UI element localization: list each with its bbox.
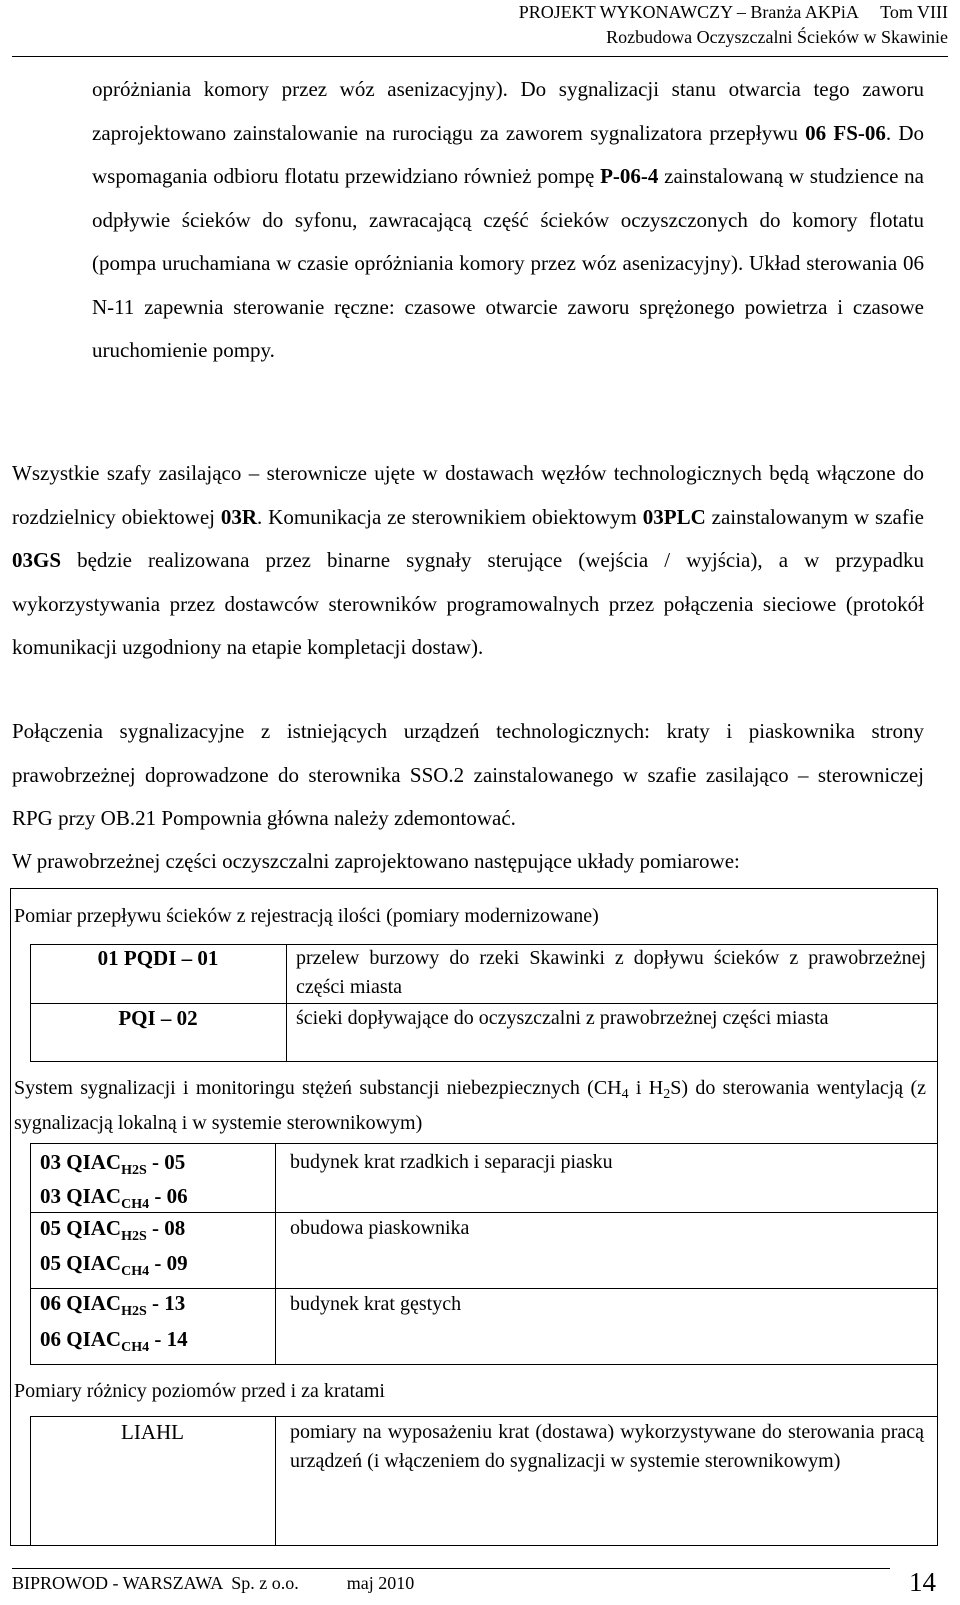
gas-title-sub-2: 2: [663, 1087, 671, 1102]
code-prefix: 06 QIAC: [40, 1327, 122, 1351]
para2-bold-1: 03R: [220, 504, 258, 529]
code-suffix: - 09: [149, 1251, 188, 1275]
paragraph-cabinets: [12, 452, 924, 670]
gas-column-divider: [275, 1143, 276, 1365]
header-subtitle: Rozbudowa Oczyszczalni Ścieków w Skawinie: [606, 27, 948, 47]
footer-date: maj 2010: [346, 1573, 415, 1593]
gas-code-03-06: [40, 1184, 188, 1213]
para2-text-4: będzie realizowana przez binarne sygnały sterujące (wejścia / wyjścia), a w przypadku wykorzystywania przez dostawców sterowników programowalnych przez połączenia sieciowe (protokół komunikacji uzgodniony na etapie kompletacji dostaw).: [12, 548, 924, 659]
gas-desc-1: budynek krat rzadkich i separacji piasku: [290, 1151, 613, 1173]
gas-code-05-08: [40, 1216, 185, 1245]
para2-bold-2: 03PLC: [642, 504, 706, 529]
intro-text-2: . Do wspomagania odbioru flotatu przewidziano również pompę: [92, 120, 925, 188]
code-subscript: H2S: [121, 1304, 147, 1319]
para2-bold-3: 03GS: [12, 548, 62, 572]
gas-code-06-14: [40, 1327, 188, 1356]
code-suffix: - 14: [149, 1327, 188, 1351]
intro-bold-2: P-06-4: [600, 164, 659, 188]
code-prefix: 06 QIAC: [40, 1291, 122, 1315]
gas-code-05-09: [40, 1251, 188, 1280]
code-suffix: - 06: [149, 1184, 188, 1208]
level-desc: pomiary na wyposażeniu krat (dostawa) wykorzystywane do sterowania pracą urządzeń (i włączeniem do sygnalizacji w systemie sterownikowym): [290, 1421, 924, 1472]
intro-bold-1: 06 FS-06: [805, 120, 886, 145]
code-subscript: CH4: [121, 1197, 150, 1212]
page-header: [248, 0, 948, 50]
section-flow-title: Pomiar przepływu ścieków z rejestracją ilości (pomiary modernizowane): [14, 905, 599, 927]
code-subscript: H2S: [121, 1163, 147, 1178]
paragraph-signals: Połączenia sygnalizacyjne z istniejących urządzeń technologicznych: kraty i piaskownika strony prawobrzeżnej doprowadzone do sterownika SSO.2 zainstalowanego w szafie zasilająco – sterowniczej RPG przy OB.21 Pompownia główna należy zdemontować.: [12, 719, 924, 830]
code-suffix: - 05: [146, 1150, 186, 1174]
intro-text-3: zainstalowaną w studzience na odpływie ścieków do syfonu, zawracającą część ścieków oczyszczonych do komory flotatu (pompa uruchamiana w czasie opróżniania komory przez wóz asenizacyjny). Układ sterowania 06 N-11 zapewnia sterowanie ręczne: czasowe otwarcie zaworu sprężonego powietrza i czasowe uruchomienie pompy.: [92, 164, 924, 362]
section-gas-title: [14, 1074, 926, 1138]
code-subscript: CH4: [121, 1340, 150, 1355]
gas-desc-2: obudowa piaskownika: [290, 1217, 470, 1239]
code-suffix: - 13: [146, 1291, 186, 1315]
code-subscript: CH4: [121, 1264, 150, 1279]
intro-paragraph: [92, 68, 924, 373]
page-footer: [12, 1572, 414, 1594]
code-prefix: 03 QIAC: [40, 1184, 122, 1208]
level-column-divider: [275, 1416, 276, 1546]
footer-rule: [12, 1568, 890, 1569]
paragraph-measurements-intro: W prawobrzeżnej części oczyszczalni zaprojektowano następujące układy pomiarowe:: [12, 849, 740, 873]
header-project: PROJEKT WYKONAWCZY – Branża AKPiA Tom VIII: [518, 2, 948, 22]
gas-title-text-1: System sygnalizacji i monitoringu stężeń substancji niebezpiecznych (CH: [14, 1077, 622, 1099]
gas-row-divider-2: [30, 1288, 938, 1289]
level-code: LIAHL: [121, 1420, 184, 1444]
gas-code-06-13: [40, 1291, 185, 1320]
para2-text-1: Wszystkie szafy zasilająco – sterownicze ujęte w dostawach węzłów technologicznych będą włączone do rozdzielnicy obiektowej: [12, 461, 924, 529]
gas-title-sub-1: 4: [621, 1087, 629, 1102]
code-prefix: 03 QIAC: [40, 1150, 122, 1174]
intro-text-1: opróżniania komory przez wóz asenizacyjny). Do sygnalizacji stanu otwarcia tego zaworu zaprojektowano zainstalowanie na rurociągu za zaworem sygnalizatora przepływu: [92, 77, 924, 145]
flow-desc-2: ścieki dopływające do oczyszczalni z prawobrzeżnej części miasta: [296, 1007, 829, 1029]
gas-title-text-3: S) do sterowania wentylacją (z sygnalizacją lokalną i w systemie sterownikowym): [14, 1077, 927, 1134]
gas-desc-3: budynek krat gęstych: [290, 1293, 462, 1315]
footer-company: BIPROWOD - WARSZAWA Sp. z o.o.: [12, 1573, 299, 1593]
section-level-title: Pomiary różnicy poziomów przed i za kratami: [14, 1380, 385, 1402]
code-suffix: - 08: [146, 1216, 186, 1240]
header-rule: [12, 56, 948, 57]
page-number: 14: [909, 1567, 936, 1597]
code-subscript: H2S: [121, 1229, 147, 1244]
flow-code-1: 01 PQDI – 01: [97, 946, 219, 970]
para2-text-2: . Komunikacja ze sterownikiem obiektowym: [257, 504, 643, 529]
flow-code-2: PQI – 02: [118, 1006, 198, 1030]
flow-desc-1: przelew burzowy do rzeki Skawinki z dopływu ścieków z prawobrzeżnej części miasta: [296, 947, 926, 998]
code-prefix: 05 QIAC: [40, 1216, 122, 1240]
code-prefix: 05 QIAC: [40, 1251, 122, 1275]
gas-title-text-2: i H: [628, 1077, 664, 1099]
para2-text-3: zainstalowanym w szafie: [705, 504, 924, 529]
gas-code-03-05: [40, 1150, 185, 1179]
